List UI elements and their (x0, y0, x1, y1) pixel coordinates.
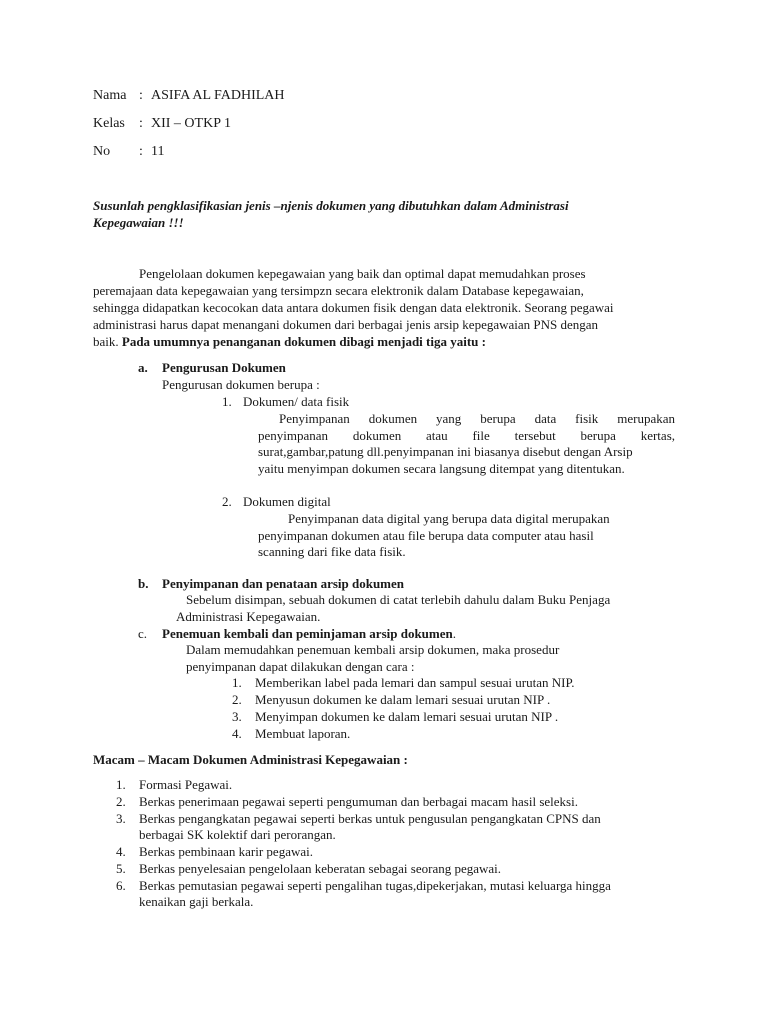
list-item: Formasi Pegawai. (139, 777, 233, 792)
colon: : (139, 144, 143, 159)
no-value: 11 (151, 144, 165, 159)
step-marker: 1. (232, 675, 242, 690)
list-item: Berkas penyelesaian pengelolaan keberatan sebagai seorang pegawai. (139, 861, 502, 876)
question-line: Kepegawaian !!! (93, 215, 184, 230)
list-item-continued: kenaikan gaji berkala. (139, 894, 254, 909)
list-item-continued: berbagai SK kolektif dari perorangan. (139, 827, 336, 842)
intro-line: Pengelolaan dokumen kepegawaian yang baik dan optimal dapat memudahkan proses (139, 266, 586, 281)
list-item: Berkas penerimaan pegawai seperti pengumuman dan berbagai macam hasil seleksi. (139, 794, 578, 809)
list-item: Berkas pembinaan karir pegawai. (139, 844, 313, 859)
question-line: Susunlah pengklasifikasian jenis –njenis dokumen yang dibutuhkan dalam Administrasi (93, 198, 569, 213)
colon: : (139, 88, 143, 103)
intro-bold-text: Pada umumnya penanganan dokumen dibagi menjadi tiga yaitu : (121, 334, 486, 349)
item-line: penyimpanan dokumen atau file berupa data computer atau hasil (258, 528, 594, 543)
intro-line: sehingga didapatkan kecocokan data antara dokumen fisik dengan data elektronik. Seorang pegawai (93, 300, 614, 315)
list-marker: 2. (116, 794, 126, 809)
intro-line: administrasi harus dapat menangani dokumen dari berbagai jenis arsip kepegawaian PNS dengan (93, 317, 599, 332)
list-item: Berkas pengangkatan pegawai seperti berkas untuk pengusulan pengangkatan CPNS dan (139, 811, 601, 826)
item-line: Penyimpanan data digital yang berupa data digital merupakan (288, 511, 610, 526)
kelas-label: Kelas (93, 116, 125, 131)
item-title: Dokumen/ data fisik (243, 394, 350, 409)
list-marker: 5. (116, 861, 126, 876)
no-label: No (93, 144, 111, 159)
item-title: Dokumen digital (243, 494, 331, 509)
macam-title: Macam – Macam Dokumen Administrasi Kepegawaian : (93, 752, 408, 767)
intro-line (93, 334, 486, 350)
section-c-line: penyimpanan dapat dilakukan dengan cara : (186, 659, 415, 674)
step-text: Menyusun dokumen ke dalam lemari sesuai urutan NIP . (255, 692, 551, 707)
step-text: Membuat laporan. (255, 726, 351, 741)
list-item: Berkas pemutasian pegawai seperti pengalihan tugas,dipekerjakan, mutasi keluarga hingga (139, 878, 611, 893)
item-marker: 1. (222, 394, 232, 409)
step-text: Menyimpan dokumen ke dalam lemari sesuai urutan NIP . (255, 709, 559, 724)
colon: : (139, 116, 143, 131)
list-marker: 6. (116, 878, 126, 893)
section-a-marker: a. (138, 360, 148, 375)
section-c-marker: c. (138, 626, 148, 641)
intro-text: baik. (93, 334, 122, 349)
nama-value: ASIFA AL FADHILAH (151, 88, 285, 103)
section-c-title: Penemuan kembali dan peminjaman arsip dokumen. (162, 626, 456, 641)
step-marker: 4. (232, 726, 242, 741)
kelas-value: XII – OTKP 1 (151, 116, 231, 131)
section-b-marker: b. (138, 576, 149, 591)
item-line: Penyimpanan dokumen yang berupa data fisik merupakan (279, 411, 675, 426)
item-line: penyimpanan dokumen atau file tersebut berupa kertas, (258, 428, 675, 443)
nama-label: Nama (93, 88, 127, 103)
step-text: Memberikan label pada lemari dan sampul sesuai urutan NIP. (255, 675, 575, 690)
item-line: yaitu menyimpan dokumen secara langsung ditempat yang ditentukan. (258, 461, 625, 476)
section-b-line: Administrasi Kepegawaian. (176, 609, 321, 624)
item-marker: 2. (222, 494, 232, 509)
section-c-line: Dalam memudahkan penemuan kembali arsip dokumen, maka prosedur (186, 642, 560, 657)
intro-line: peremajaan data kepegawaian yang tersimpzn secara elektronik dalam Database kepegawaian, (93, 283, 584, 298)
item-line: scanning dari fike data fisik. (258, 544, 406, 559)
section-a-subtitle: Pengurusan dokumen berupa : (162, 377, 320, 392)
item-line: surat,gambar,patung dll.penyimpanan ini biasanya disebut dengan Arsip (258, 444, 633, 459)
step-marker: 2. (232, 692, 242, 707)
step-marker: 3. (232, 709, 242, 724)
section-b-line: Sebelum disimpan, sebuah dokumen di catat terlebih dahulu dalam Buku Penjaga (186, 592, 611, 607)
section-a-title: Pengurusan Dokumen (162, 360, 286, 375)
list-marker: 3. (116, 811, 126, 826)
section-b-title: Penyimpanan dan penataan arsip dokumen (162, 576, 405, 591)
list-marker: 1. (116, 777, 126, 792)
list-marker: 4. (116, 844, 126, 859)
